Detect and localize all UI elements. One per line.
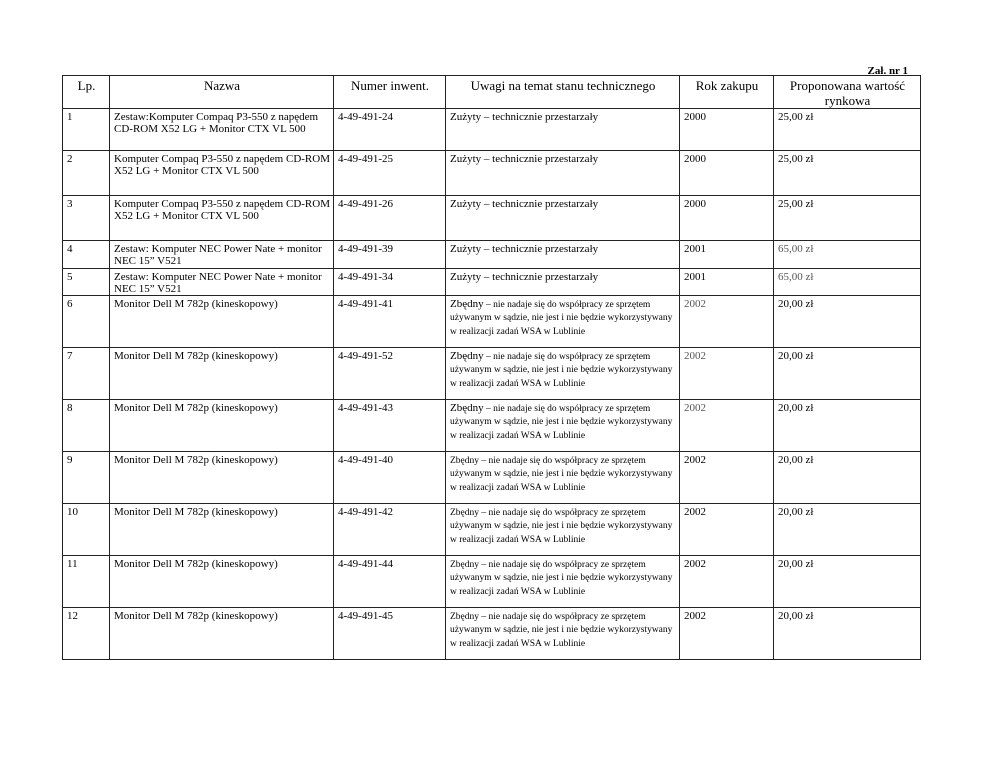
row-value-cell: 65,00 zł — [774, 268, 921, 296]
row-lp-cell: 3 — [63, 196, 110, 241]
table-row — [63, 452, 921, 504]
row-remarks-cell — [446, 109, 680, 151]
remark-status: Zużyty – technicznie przestarzały — [450, 243, 599, 255]
row-year-cell: 2002 — [680, 296, 774, 348]
remark-details: – nie nadaje się do współpracy ze sprzętem używanym w sądzie, nie jest i nie będzie wykorzystywany w realizacji zadań WSA w Lublinie — [450, 404, 673, 441]
row-inventory-cell: 4-49-491-40 — [334, 452, 446, 504]
row-inventory-cell: 4-49-491-24 — [334, 109, 446, 151]
row-inventory-cell: 4-49-491-26 — [334, 196, 446, 241]
attachment-label: Zał. nr 1 — [867, 65, 908, 77]
row-name-cell: Monitor Dell M 782p (kineskopowy) — [110, 348, 334, 400]
row-remarks-cell — [446, 268, 680, 296]
row-value-cell: 20,00 zł — [774, 348, 921, 400]
table-header-row — [63, 76, 921, 109]
header-lp: Lp. — [63, 76, 110, 109]
inventory-table — [62, 75, 921, 660]
row-lp-cell: 5 — [63, 268, 110, 296]
row-value-cell: 25,00 zł — [774, 109, 921, 151]
row-remarks-cell — [446, 504, 680, 556]
remark-details: – nie nadaje się do współpracy ze sprzętem używanym w sądzie, nie jest i nie będzie wykorzystywany w realizacji zadań WSA w Lublinie — [450, 352, 673, 389]
remark-details: Zbędny – nie nadaje się do współpracy ze sprzętem używanym w sądzie, nie jest i nie będzie wykorzystywany w realizacji zadań WSA w Lublinie — [450, 560, 673, 597]
row-remarks-cell — [446, 452, 680, 504]
row-remarks-cell — [446, 196, 680, 241]
table-row — [63, 196, 921, 241]
row-remarks-cell — [446, 608, 680, 660]
row-inventory-cell: 4-49-491-44 — [334, 556, 446, 608]
row-year-cell: 2001 — [680, 268, 774, 296]
remark-status: Zużyty – technicznie przestarzały — [450, 270, 599, 283]
row-value-cell: 20,00 zł — [774, 556, 921, 608]
remark-details: Zbędny – nie nadaje się do współpracy ze sprzętem używanym w sądzie, nie jest i nie będzie wykorzystywany w realizacji zadań WSA w Lublinie — [450, 612, 673, 649]
table-row — [63, 268, 921, 296]
row-remarks-cell — [446, 241, 680, 269]
row-year-cell: 2000 — [680, 109, 774, 151]
row-name-cell: Monitor Dell M 782p (kineskopowy) — [110, 504, 334, 556]
row-year-cell: 2002 — [680, 400, 774, 452]
row-year-cell: 2002 — [680, 608, 774, 660]
header-name: Nazwa — [110, 76, 334, 109]
row-name-cell: Zestaw:Komputer Compaq P3-550 z napędem CD-ROM X52 LG + Monitor CTX VL 500 — [110, 109, 334, 151]
row-lp-cell: 2 — [63, 151, 110, 196]
row-name-cell: Monitor Dell M 782p (kineskopowy) — [110, 608, 334, 660]
table-row — [63, 400, 921, 452]
row-lp-cell: 7 — [63, 348, 110, 400]
header-purchase-year: Rok zakupu — [680, 76, 774, 109]
remark-details: Zbędny – nie nadaje się do współpracy ze sprzętem używanym w sądzie, nie jest i nie będzie wykorzystywany w realizacji zadań WSA w Lublinie — [450, 508, 673, 545]
remark-status: Zbędny — [450, 298, 484, 311]
row-lp-cell: 12 — [63, 608, 110, 660]
row-remarks-cell — [446, 348, 680, 400]
row-inventory-cell: 4-49-491-41 — [334, 296, 446, 348]
row-value-cell: 20,00 zł — [774, 608, 921, 660]
header-technical-remarks: Uwagi na temat stanu technicznego — [446, 76, 680, 109]
remark-status: Zużyty – technicznie przestarzały — [450, 111, 599, 123]
row-value-cell: 20,00 zł — [774, 504, 921, 556]
row-year-cell: 2002 — [680, 504, 774, 556]
row-name-cell: Monitor Dell M 782p (kineskopowy) — [110, 452, 334, 504]
row-lp-cell: 9 — [63, 452, 110, 504]
row-inventory-cell: 4-49-491-42 — [334, 504, 446, 556]
row-value-cell: 25,00 zł — [774, 196, 921, 241]
table-row — [63, 504, 921, 556]
row-lp-cell: 1 — [63, 109, 110, 151]
remark-status: Zużyty – technicznie przestarzały — [450, 198, 599, 210]
remark-details: Zbędny – nie nadaje się do współpracy ze sprzętem używanym w sądzie, nie jest i nie będzie wykorzystywany w realizacji zadań WSA w Lublinie — [450, 456, 673, 493]
row-name-cell: Zestaw: Komputer NEC Power Nate + monitor NEC 15” V521 — [110, 268, 334, 296]
table-row — [63, 109, 921, 151]
header-market-value: Proponowana wartość rynkowa — [774, 76, 921, 109]
table-row — [63, 241, 921, 269]
row-year-cell: 2000 — [680, 196, 774, 241]
row-lp-cell: 4 — [63, 241, 110, 269]
table-row — [63, 296, 921, 348]
row-inventory-cell: 4-49-491-45 — [334, 608, 446, 660]
row-value-cell: 20,00 zł — [774, 296, 921, 348]
row-lp-cell: 8 — [63, 400, 110, 452]
row-remarks-cell — [446, 556, 680, 608]
table-body — [63, 109, 921, 660]
row-inventory-cell: 4-49-491-34 — [334, 268, 446, 296]
table-row — [63, 151, 921, 196]
row-name-cell: Monitor Dell M 782p (kineskopowy) — [110, 296, 334, 348]
row-year-cell: 2002 — [680, 348, 774, 400]
row-value-cell: 20,00 zł — [774, 452, 921, 504]
row-value-cell: 65,00 zł — [774, 241, 921, 269]
row-name-cell: Komputer Compaq P3-550 z napędem CD-ROM X52 LG + Monitor CTX VL 500 — [110, 151, 334, 196]
remark-details: – nie nadaje się do współpracy ze sprzętem używanym w sądzie, nie jest i nie będzie wykorzystywany w realizacji zadań WSA w Lublinie — [450, 300, 673, 337]
row-lp-cell: 10 — [63, 504, 110, 556]
remark-status: Zużyty – technicznie przestarzały — [450, 153, 599, 165]
header-inventory-number: Numer inwent. — [334, 76, 446, 109]
row-inventory-cell: 4-49-491-52 — [334, 348, 446, 400]
row-year-cell: 2002 — [680, 556, 774, 608]
row-year-cell: 2002 — [680, 452, 774, 504]
row-remarks-cell — [446, 296, 680, 348]
table-row — [63, 348, 921, 400]
row-lp-cell: 11 — [63, 556, 110, 608]
row-remarks-cell — [446, 151, 680, 196]
row-lp-cell: 6 — [63, 296, 110, 348]
row-name-cell: Komputer Compaq P3-550 z napędem CD-ROM X52 LG + Monitor CTX VL 500 — [110, 196, 334, 241]
row-name-cell: Monitor Dell M 782p (kineskopowy) — [110, 556, 334, 608]
row-name-cell: Monitor Dell M 782p (kineskopowy) — [110, 400, 334, 452]
row-value-cell: 20,00 zł — [774, 400, 921, 452]
row-remarks-cell — [446, 400, 680, 452]
row-year-cell: 2000 — [680, 151, 774, 196]
row-year-cell: 2001 — [680, 241, 774, 269]
row-name-cell: Zestaw: Komputer NEC Power Nate + monitor NEC 15” V521 — [110, 241, 334, 269]
row-inventory-cell: 4-49-491-43 — [334, 400, 446, 452]
row-inventory-cell: 4-49-491-25 — [334, 151, 446, 196]
remark-status: Zbędny — [450, 402, 484, 415]
remark-status: Zbędny — [450, 350, 484, 363]
row-value-cell: 25,00 zł — [774, 151, 921, 196]
table-row — [63, 608, 921, 660]
row-inventory-cell: 4-49-491-39 — [334, 241, 446, 269]
table-row — [63, 556, 921, 608]
